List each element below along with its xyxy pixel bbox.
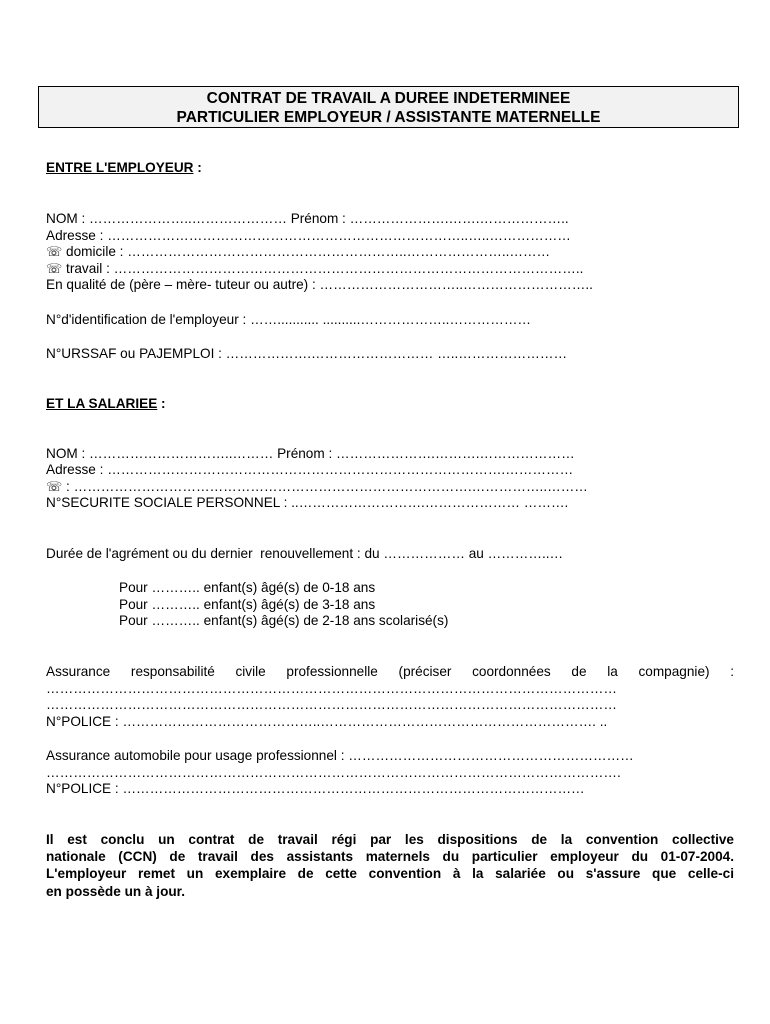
assurance-rc-police: N°POLICE : ……………………………………..……………………………………………………. .. (46, 714, 608, 729)
conclusion-line-2: nationale (CCN) de travail des assistants maternels du particulier employeur du 01-07-2004. (46, 849, 734, 865)
agrement-pour-line-2: Pour ……….. enfant(s) âgé(s) de 3-18 ans (119, 597, 376, 612)
employer-urssaf-line: N°URSSAF ou PAJEMPLOI : ……………….……………………… …..…………………… (46, 346, 568, 361)
conclusion-line-4: en possède un à jour. (46, 883, 185, 899)
employer-travail-line: ☏ travail : ………………………………………………………………………………………….. (46, 261, 584, 276)
employer-qualite-line: En qualité de (père – mère- tuteur ou autre) : …………………………..……………………….. (46, 277, 593, 292)
agrement-duree-line: Durée de l'agrément ou du dernier renouvellement : du ……………… au …………..… (46, 546, 564, 561)
conclusion-line-3: L'employeur remet un exemplaire de cette convention à la salariée ou s'assure que celle-ci (46, 866, 734, 882)
phone-icon: ☏ (46, 261, 63, 276)
agrement-pour-line-1: Pour ……….. enfant(s) âgé(s) de 0-18 ans (119, 580, 376, 595)
employee-secu-line: N°SECURITE SOCIALE PERSONNEL : ..……………………….………………… ………. (46, 495, 569, 510)
employer-adresse-line: Adresse : ……………………………………………………………………..…..……………… (46, 228, 571, 243)
employer-nom-line: NOM : …………………..………………… Prénom : ………………….…….……………….. (46, 211, 573, 226)
phone-icon: ☏ (46, 479, 63, 494)
conclusion-paragraph (46, 831, 734, 900)
assurance-rc-dots-2: ……………………………………………………………………………………………………………… (46, 697, 617, 712)
agrement-pour-line-3: Pour ……….. enfant(s) âgé(s) de 2-18 ans scolarisé(s) (119, 613, 449, 628)
employer-domicile-line: ☏ domicile : ……………………………………………………..…………………..……… (46, 244, 551, 259)
employer-identification-line: N°d'identification de l'employeur : ……........... ..........………………..……………… (46, 312, 532, 327)
contract-title-box (38, 86, 739, 128)
assurance-auto-police: N°POLICE : ………………………………………………………………………………………… (46, 781, 585, 796)
employer-heading: ENTRE L'EMPLOYEUR : (46, 160, 202, 175)
conclusion-line-1: Il est conclu un contrat de travail régi par les dispositions de la convention collective (46, 832, 734, 847)
assurance-rc-dots-1: ……………………………………………………………………………………………………………… (46, 681, 617, 696)
phone-icon: ☏ (46, 244, 63, 259)
assurance-auto-label: Assurance automobile pour usage professionnel : ……………………………………………………… (46, 748, 634, 763)
employee-nom-line: NOM : …………………………..……… Prénom : ………………….……….………………… (46, 446, 575, 461)
employee-phone-line: ☏ : …………………………………………………………………………….……………..……… (46, 479, 588, 494)
title-line-1: CONTRAT DE TRAVAIL A DUREE INDETERMINEE (206, 90, 571, 107)
title-line-2: PARTICULIER EMPLOYEUR / ASSISTANTE MATERNELLE (176, 109, 601, 126)
employee-adresse-line: Adresse : …………………………………………………………………………….…………… (46, 462, 574, 477)
assurance-rc-label: Assurance responsabilité civile professionnelle (préciser coordonnées de la compagnie) : (46, 664, 734, 679)
employee-heading: ET LA SALARIEE : (46, 396, 166, 411)
assurance-auto-dots-1: ………………………………………………………………………………………………………………. (46, 765, 621, 780)
